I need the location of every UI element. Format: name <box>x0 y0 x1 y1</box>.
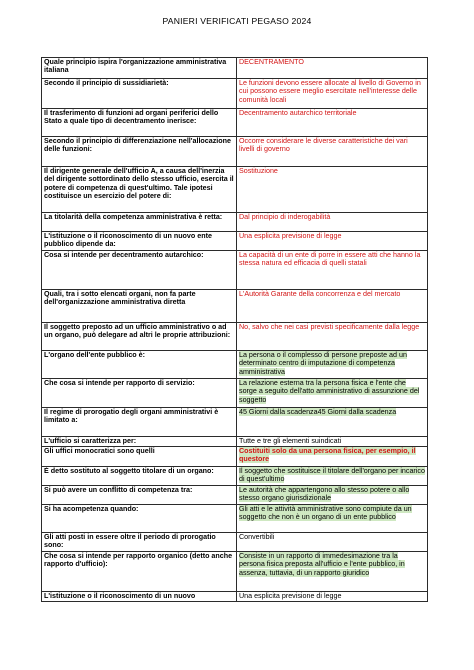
table-row <box>42 109 428 137</box>
answer-cell <box>237 592 428 602</box>
answer-cell <box>237 379 428 408</box>
answer-text: Consiste in un rapporto di immedesimazione tra la persona fisica preposta all'ufficio e l'ente pubblico, in assenza, tuttavia, di un rapporto giuridico <box>239 552 405 577</box>
answer-cell <box>237 290 428 323</box>
answer-cell <box>237 408 428 437</box>
question-text: Quali, tra i sotto elencati organi, non fa parte dell'organizzazione amministrativa diretta <box>44 290 196 307</box>
question-text: Secondo il principio di sussidiarietà: <box>44 79 169 87</box>
question-cell <box>42 592 237 602</box>
answer-cell <box>237 251 428 290</box>
answer-cell <box>237 109 428 137</box>
answer-cell <box>237 447 428 467</box>
table-row <box>42 213 428 232</box>
question-text: Secondo il principio di differenziazione nell'allocazione delle funzioni: <box>44 137 231 154</box>
answer-text: 45 Giorni dalla scadenza45 Giorni dalla scadenza <box>239 408 397 416</box>
answer-text: Una esplicita previsione di legge <box>239 232 342 240</box>
table-row <box>42 408 428 437</box>
table-row <box>42 379 428 408</box>
table-row <box>42 251 428 290</box>
question-cell <box>42 213 237 232</box>
table-row <box>42 290 428 323</box>
question-text: Gli uffici monocratici sono quelli <box>44 447 155 455</box>
page-title: PANIERI VERIFICATI PEGASO 2024 <box>162 16 312 26</box>
question-cell <box>42 379 237 408</box>
question-cell <box>42 167 237 213</box>
table-row <box>42 167 428 213</box>
question-text: Si ha acompetenza quando: <box>44 505 139 513</box>
question-text: Cosa si intende per decentramento autarchico: <box>44 251 204 259</box>
answer-text: Costituiti solo da una persona fisica, per esempio, il questore <box>239 447 416 464</box>
answer-cell <box>237 58 428 79</box>
answer-text: No, salvo che nei casi previsti specificamente dalla legge <box>239 323 420 331</box>
question-cell <box>42 467 237 486</box>
question-cell <box>42 79 237 109</box>
answer-text: Decentramento autarchico territoriale <box>239 109 357 117</box>
question-text: Il dirigente generale dell'ufficio A, a causa dell'inerzia del dirigente sottordinato dello stesso ufficio, esercita il potere di competenza di quest'ultimo. Tale ipotesi costituisce un esercizio del potere di: <box>44 167 234 201</box>
question-text: Il regime di prorogatio degli organi amministrativi è limitato a: <box>44 408 219 425</box>
table-row <box>42 447 428 467</box>
answer-text: Occorre considerare le diverse caratteristiche dei vari livelli di governo <box>239 137 408 154</box>
question-cell <box>42 323 237 351</box>
answer-cell <box>237 351 428 379</box>
question-cell <box>42 58 237 79</box>
question-text: La titolarità della competenza amministrativa è retta: <box>44 213 223 221</box>
table-row <box>42 533 428 552</box>
table-row <box>42 323 428 351</box>
answer-cell <box>237 79 428 109</box>
answer-text: Tutte e tre gli elementi suindicati <box>239 437 342 445</box>
question-cell <box>42 533 237 552</box>
table-row <box>42 592 428 602</box>
answer-text: Le autorità che appartengono allo stesso potere o allo stesso organo giurisdizionale <box>239 486 410 503</box>
answer-cell <box>237 213 428 232</box>
answer-text: La relazione esterna tra la persona fisica e l'ente che sorge a seguito dell'atto amministrativo di assunzione del soggetto <box>239 379 420 404</box>
answer-text: Una esplicita previsione di legge <box>239 592 342 600</box>
answer-text: Convertibili <box>239 533 275 541</box>
answer-text: Gli atti e le attività amministrative sono compiute da un soggetto che non è un organo di un ente pubblico <box>239 505 412 522</box>
answer-text: DECENTRAMENTO <box>239 58 304 66</box>
answer-text: Sostituzione <box>239 167 278 175</box>
question-cell <box>42 290 237 323</box>
question-text: Gli atti posti in essere oltre il periodo di prorogatio sono: <box>44 533 216 550</box>
questions-table-body <box>42 58 428 602</box>
question-text: L'ufficio si caratterizza per: <box>44 437 137 445</box>
question-cell <box>42 232 237 251</box>
table-row <box>42 486 428 505</box>
answer-cell <box>237 323 428 351</box>
answer-cell <box>237 467 428 486</box>
question-cell <box>42 505 237 533</box>
table-row <box>42 552 428 592</box>
answer-cell <box>237 505 428 533</box>
table-row <box>42 58 428 79</box>
question-text: Il soggetto preposto ad un ufficio amministrativo o ad un organo, può delegare ad altri le proprie attribuzioni: <box>44 323 231 340</box>
question-text: Che cosa si intende per rapporto organico (detto anche rapporto d'ufficio): <box>44 552 233 569</box>
answer-text: La persona o il complesso di persone preposte ad un determinato centro di imputazione di competenza amministrativa <box>239 351 407 376</box>
answer-cell <box>237 486 428 505</box>
question-text: L'istituzione o il riconoscimento di un nuovo <box>44 592 196 600</box>
answer-cell <box>237 552 428 592</box>
question-text: Il trasferimento di funzioni ad organi periferici dello Stato a quale tipo di decentramento inerisce: <box>44 109 219 126</box>
question-text: Che cosa si intende per rapporto di servizio: <box>44 379 195 387</box>
table-row <box>42 437 428 447</box>
answer-text: Dal principio di inderogabilità <box>239 213 331 221</box>
answer-text: Le funzioni devono essere allocate al livello di Governo in cui possono essere meglio esercitate nell'interesse delle comunità locali <box>239 79 421 104</box>
question-cell <box>42 137 237 167</box>
question-cell <box>42 552 237 592</box>
question-cell <box>42 486 237 505</box>
table-row <box>42 232 428 251</box>
answer-cell <box>237 533 428 552</box>
question-text: L'istituzione o il riconoscimento di un nuovo ente pubblico dipende da: <box>44 232 212 249</box>
questions-table <box>41 57 428 602</box>
table-row <box>42 351 428 379</box>
answer-cell <box>237 167 428 213</box>
question-text: Quale principio ispira l'organizzazione amministrativa italiana <box>44 58 227 75</box>
table-row <box>42 467 428 486</box>
question-cell <box>42 447 237 467</box>
question-cell <box>42 351 237 379</box>
question-text: È detto sostituto al soggetto titolare di un organo: <box>44 467 214 475</box>
question-cell <box>42 408 237 437</box>
question-cell <box>42 109 237 137</box>
answer-cell <box>237 437 428 447</box>
answer-text: Il soggetto che sostituisce il titolare dell'organo per incarico di quest'ultimo <box>239 467 425 484</box>
question-text: Si può avere un conflitto di competenza tra: <box>44 486 193 494</box>
question-cell <box>42 437 237 447</box>
table-row <box>42 505 428 533</box>
question-text: L'organo dell'ente pubblico è: <box>44 351 145 359</box>
table-row <box>42 137 428 167</box>
answer-cell <box>237 137 428 167</box>
answer-cell <box>237 232 428 251</box>
table-row <box>42 79 428 109</box>
answer-text: La capacità di un ente di porre in essere atti che hanno la stessa natura ed efficacia di quelli statali <box>239 251 421 268</box>
answer-text: L'Autorità Garante della concorrenza e del mercato <box>239 290 401 298</box>
question-cell <box>42 251 237 290</box>
